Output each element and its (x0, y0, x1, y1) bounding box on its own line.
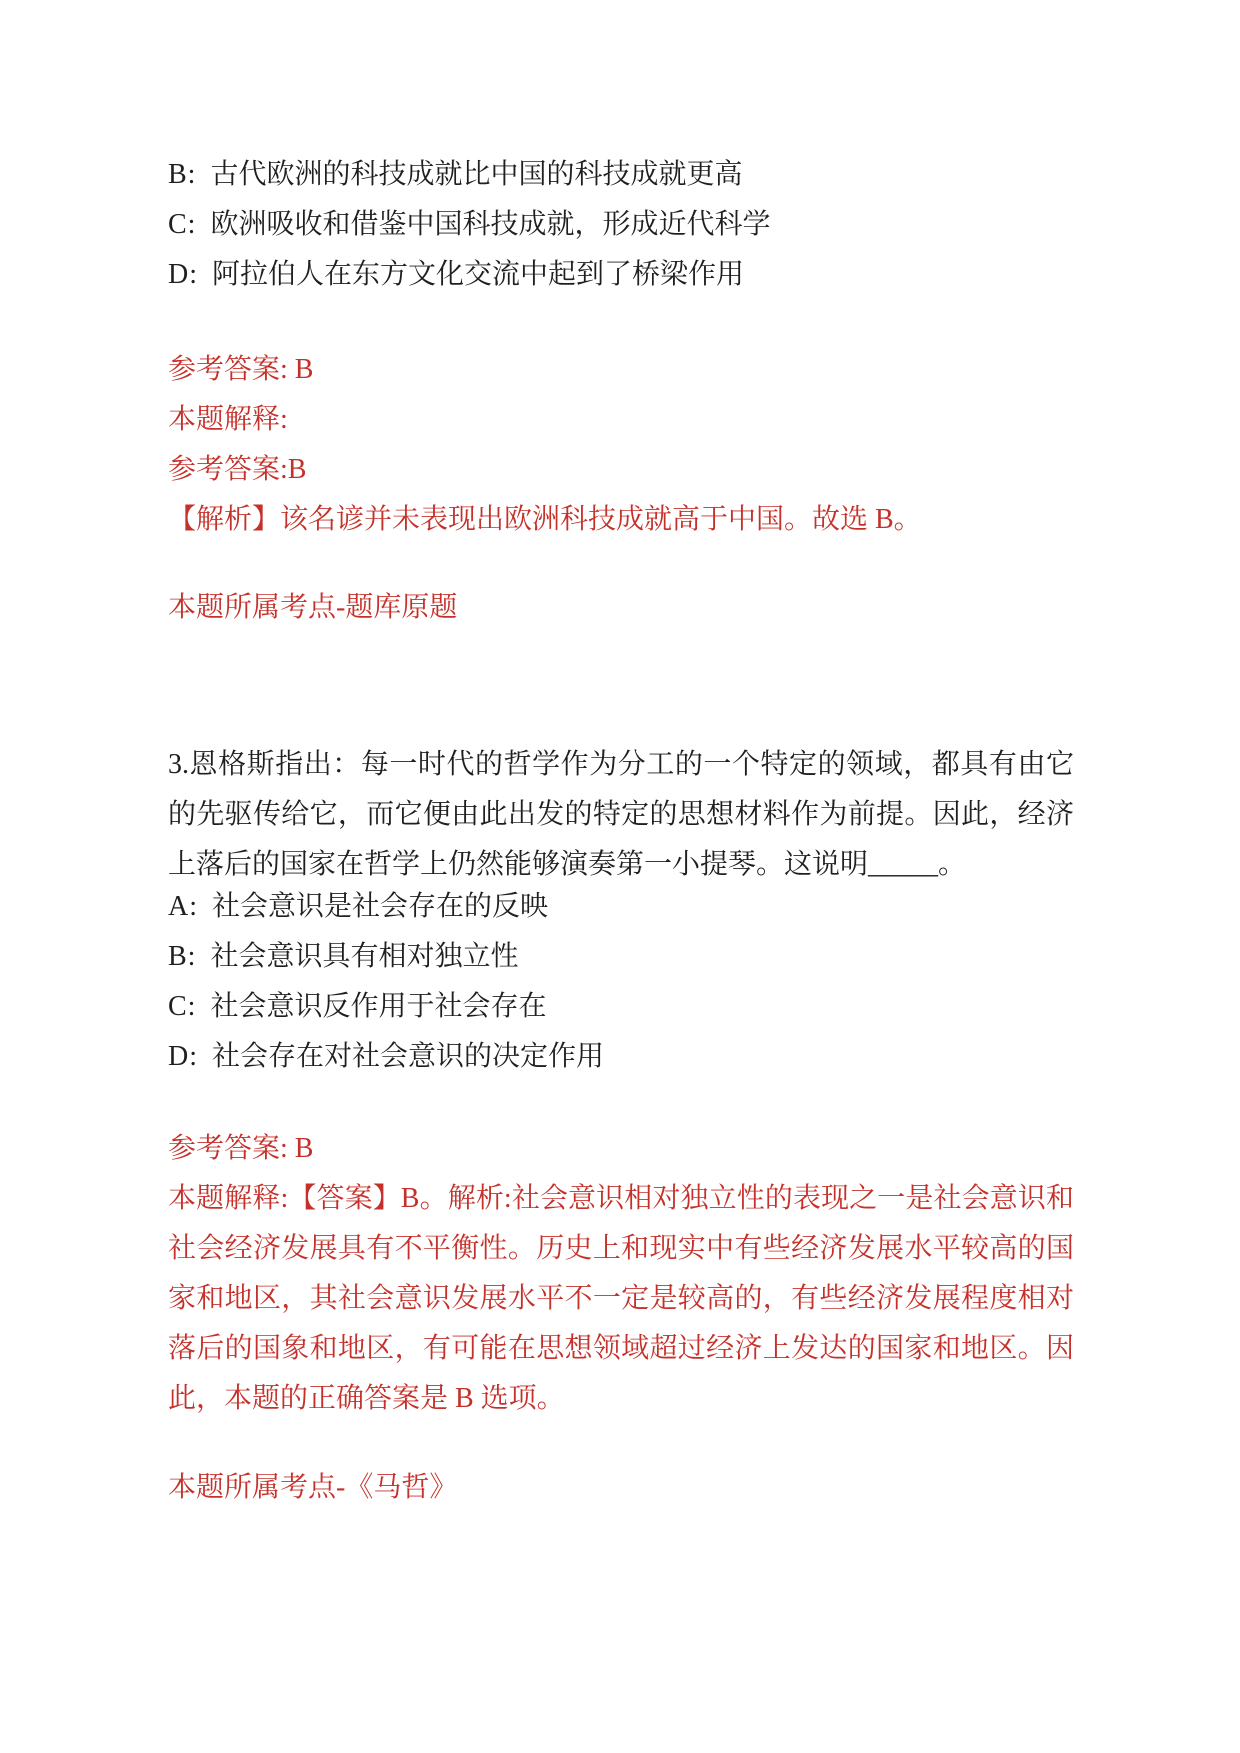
option-text: 古代欧洲的科技成就比中国的科技成就更高 (210, 159, 743, 190)
option-text: 阿拉伯人在东方文化交流中起到了桥梁作用 (212, 259, 745, 290)
option-text: 欧洲吸收和借鉴中国科技成就，形成近代科学 (210, 209, 771, 240)
question-3-section (168, 740, 1074, 1513)
option-row-c (168, 982, 1074, 1032)
question-2-section (168, 150, 1074, 633)
option-row-d (168, 250, 1074, 300)
option-text: 社会存在对社会意识的决定作用 (212, 1041, 605, 1072)
explanation-text: 本题解释:【答案】B。解析:社会意识相对独立性的表现之一是社会意识和社会经济发展具有不平衡性。历史上和现实中有些经济发展水平较高的国家和地区，其社会意识发展水平不一定是较高的，有些经济发展程度相对落后的国象和地区，有可能在思想领域超过经济上发达的国家和地区。因此，本题的正确答案是 B 选项。 (168, 1183, 1074, 1414)
reference-answer: 参考答案: B (168, 354, 314, 385)
option-letter: A: (168, 891, 198, 922)
option-letter: D: (168, 1041, 198, 1072)
option-row-c (168, 200, 1074, 250)
reference-answer-repeat: 参考答案:B (168, 454, 307, 485)
analysis-text: 【解析】该名谚并未表现出欧洲科技成就高于中国。故选 B。 (168, 504, 922, 535)
option-text: 社会意识反作用于社会存在 (210, 991, 547, 1022)
option-letter: B: (168, 159, 197, 190)
option-text: 社会意识具有相对独立性 (210, 941, 519, 972)
option-letter: B: (168, 941, 197, 972)
reference-answer: 参考答案: B (168, 1133, 314, 1164)
question-options (168, 882, 1074, 1082)
exam-point: 本题所属考点-《马哲》 (168, 1472, 458, 1503)
explanation-label: 本题解释: (168, 404, 288, 435)
option-letter: D: (168, 259, 198, 290)
option-row-b (168, 932, 1074, 982)
option-letter: C: (168, 991, 197, 1022)
question-stem: 3.恩格斯指出：每一时代的哲学作为分工的一个特定的领域，都具有由它的先驱传给它，而它便由此出发的特定的思想材料作为前提。因此，经济上落后的国家在哲学上仍然能够演奏第一小提琴。这说明_____。 (168, 749, 1074, 880)
exam-point: 本题所属考点-题库原题 (168, 592, 458, 623)
option-text: 社会意识是社会存在的反映 (212, 891, 549, 922)
option-row-d (168, 1032, 1074, 1082)
option-letter: C: (168, 209, 197, 240)
option-row-b (168, 150, 1074, 200)
